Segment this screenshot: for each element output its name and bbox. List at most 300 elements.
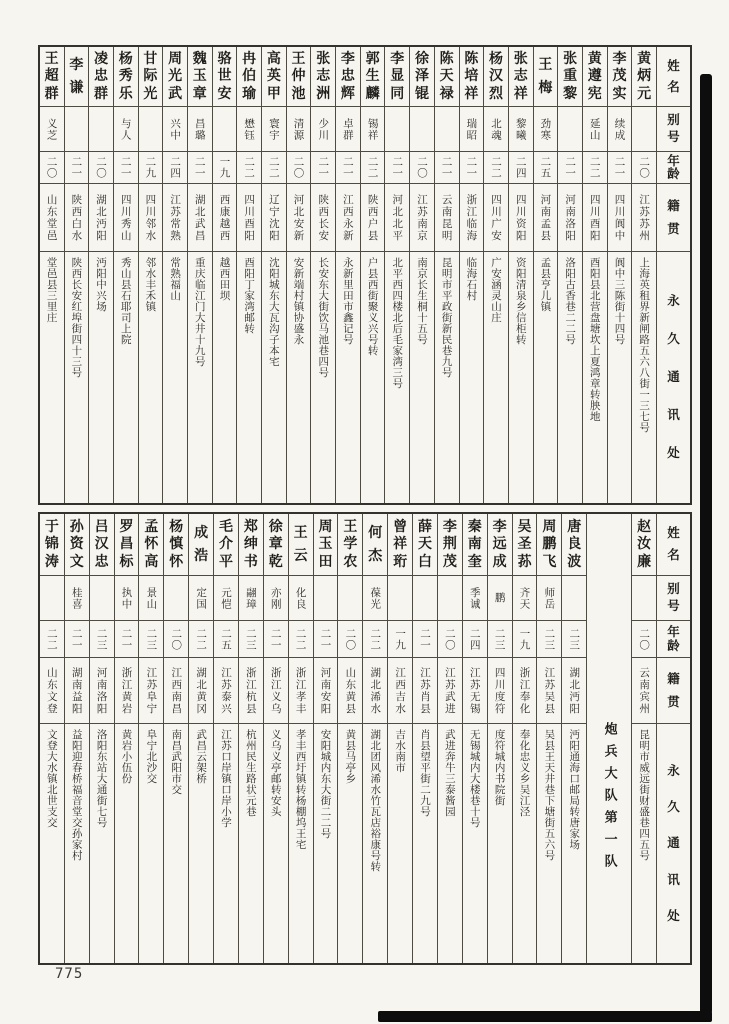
native-place-cell-text: 四川秀山 (119, 193, 132, 242)
person-name: 杨 汉 烈 (489, 51, 504, 102)
address-cell (583, 252, 607, 503)
age-cell (463, 621, 487, 658)
roster-column (114, 514, 139, 963)
age-cell-text: 二二 (45, 627, 58, 651)
roster-column (163, 514, 188, 963)
header-column (656, 514, 690, 963)
alias-cell (164, 576, 188, 621)
alias-cell (188, 107, 212, 152)
scan-gutter-artifact-bottom (378, 1011, 712, 1022)
address-cell (264, 724, 288, 963)
page-number: 775 (55, 966, 84, 982)
roster-column (238, 514, 263, 963)
age-cell-text: 二三 (145, 627, 158, 651)
address-cell-text: 孝丰西圩镇转杨棚坞王宅 (294, 729, 307, 850)
address-cell-text: 沔阳中兴场 (95, 257, 108, 312)
alias-cell-text: 与人 (119, 117, 132, 141)
age-cell-text: 二一 (70, 156, 83, 179)
native-place-cell-text: 江苏阜宁 (145, 666, 158, 715)
roster-column (88, 47, 113, 503)
address-cell (513, 724, 537, 963)
roster-column (561, 514, 586, 963)
native-place-cell-text: 湖北黄冈 (195, 666, 208, 715)
address-cell (460, 252, 484, 503)
person-name: 周 鹏 飞 (542, 518, 557, 570)
name-cell (40, 514, 64, 576)
name-cell (413, 514, 437, 576)
age-cell (114, 152, 138, 184)
address-cell (214, 724, 238, 963)
age-cell (90, 621, 114, 658)
roster-column (236, 47, 261, 503)
roster-column (462, 514, 487, 963)
person-name: 何 杰 (368, 524, 383, 565)
address-cell (314, 724, 338, 963)
roster-column (113, 47, 138, 503)
alias-cell-text: 义芝 (45, 117, 58, 141)
header-age-text: 年 龄 (667, 623, 680, 653)
person-name: 王 学 农 (343, 518, 358, 570)
name-cell (632, 514, 656, 576)
address-cell-text: 户县西街聚义兴号转 (366, 257, 379, 356)
alias-cell (410, 107, 434, 152)
address-cell-text: 义乌义亭邮转安头 (269, 729, 282, 817)
age-cell-text: 二一 (341, 156, 354, 179)
address-cell-text: 堂邑县三里庄 (45, 257, 58, 323)
address-cell (413, 724, 437, 963)
native-place-cell-text: 陕西白水 (70, 193, 83, 242)
age-cell-text: 二〇 (443, 627, 456, 651)
person-name: 于 锦 涛 (44, 518, 59, 570)
header-address-text: 永 久 通 讯 处 (667, 293, 680, 461)
alias-cell (488, 576, 512, 621)
alias-cell (388, 576, 412, 621)
alias-cell (262, 107, 286, 152)
age-cell-text: 二一 (613, 156, 626, 179)
native-place-cell (537, 658, 561, 724)
age-cell-text: 二五 (539, 156, 552, 179)
person-name: 徐 泽 锟 (414, 51, 429, 102)
person-name: 毛 介 平 (218, 518, 233, 570)
roster-column (434, 47, 459, 503)
native-place-cell (338, 658, 362, 724)
roster-column (313, 514, 338, 963)
age-cell (115, 621, 139, 658)
age-cell (239, 621, 263, 658)
age-cell (537, 621, 561, 658)
name-cell (460, 47, 484, 107)
address-cell-text: 吴县王天井巷下塘街五六号 (543, 729, 556, 861)
name-cell (189, 514, 213, 576)
person-name: 周 光 武 (168, 51, 183, 102)
name-cell (289, 514, 313, 576)
roster-column (288, 514, 313, 963)
address-cell (139, 724, 163, 963)
native-place-cell (410, 184, 434, 252)
native-place-cell-text: 江西吉水 (394, 666, 407, 715)
native-place-cell-text: 浙江孝丰 (294, 666, 307, 715)
native-place-cell-text: 江苏武进 (443, 666, 456, 715)
name-cell (388, 514, 412, 576)
alias-cell (214, 576, 238, 621)
person-name: 魏 玉 章 (192, 51, 207, 102)
name-cell (583, 47, 607, 107)
header-address-text: 永 久 通 讯 处 (667, 762, 680, 923)
alias-cell (413, 576, 437, 621)
age-cell-text: 二五 (219, 627, 232, 651)
native-place-cell (65, 184, 89, 252)
age-cell-text: 二三 (568, 627, 581, 651)
age-cell-text: 二二 (267, 156, 280, 179)
roster-column (162, 47, 187, 503)
native-place-cell-text: 山东堂邑 (45, 193, 58, 242)
roster-column (360, 47, 385, 503)
native-place-cell-text: 江苏肖县 (418, 666, 431, 715)
alias-cell (562, 576, 586, 621)
header-age (657, 621, 690, 658)
person-name: 骆 世 安 (217, 51, 232, 102)
age-cell (361, 152, 385, 184)
person-name: 张 志 祥 (513, 51, 528, 102)
age-cell (534, 152, 558, 184)
address-cell (484, 252, 508, 503)
alias-cell-text: 黎曦 (514, 117, 527, 141)
name-cell (336, 47, 360, 107)
header-alias-text: 别 号 (667, 112, 680, 145)
native-place-cell (213, 184, 237, 252)
native-place-cell-text: 山东黄县 (344, 666, 357, 715)
native-place-cell-text: 江苏吴县 (543, 666, 556, 715)
header-alias (657, 107, 690, 152)
address-cell-text: 湖北团风浠水竹瓦店裕康号转 (369, 729, 382, 872)
age-cell (40, 152, 64, 184)
header-address (657, 724, 690, 963)
age-cell-text: 二九 (144, 156, 157, 179)
roster-column (582, 47, 607, 503)
native-place-cell (214, 658, 238, 724)
roster-column (536, 514, 561, 963)
header-native (657, 184, 690, 252)
address-cell (463, 724, 487, 963)
native-place-cell (385, 184, 409, 252)
age-cell-text: 一九 (518, 627, 531, 651)
person-name: 高 英 甲 (266, 51, 281, 102)
address-cell-text: 南昌武阳市交 (170, 729, 183, 795)
address-cell-text: 北平西四楼北后毛家湾三号 (391, 257, 404, 389)
alias-cell (385, 107, 409, 152)
address-cell (114, 252, 138, 503)
native-place-cell-text: 四川酉阳 (243, 193, 256, 242)
native-place-cell-text: 四川阆中 (613, 193, 626, 242)
native-place-cell (534, 184, 558, 252)
address-cell (139, 252, 163, 503)
roster-column (607, 47, 632, 503)
age-cell-text: 二二 (243, 156, 256, 179)
native-place-cell (388, 658, 412, 724)
alias-cell (513, 576, 537, 621)
roster-table-bottom (38, 512, 692, 965)
native-place-cell (40, 658, 64, 724)
alias-cell-text: 瑞昭 (465, 117, 478, 141)
alias-cell-text: 寰宇 (267, 117, 280, 141)
address-cell-text: 沔阳通海口邮局转唐家场 (568, 729, 581, 850)
age-cell-text: 二一 (193, 156, 206, 179)
roster-column (261, 47, 286, 503)
age-cell-text: 二一 (564, 156, 577, 179)
native-place-cell (632, 184, 656, 252)
name-cell (40, 47, 64, 107)
alias-cell (213, 107, 237, 152)
address-cell (40, 724, 64, 963)
person-name: 成 浩 (194, 524, 209, 565)
alias-cell (438, 576, 462, 621)
native-place-cell (363, 658, 387, 724)
header-native (657, 658, 690, 724)
age-cell (338, 621, 362, 658)
name-cell (237, 47, 261, 107)
native-place-cell-text: 西康越西 (218, 193, 231, 242)
native-place-cell (438, 658, 462, 724)
address-cell (336, 252, 360, 503)
address-cell-text: 武昌云架桥 (195, 729, 208, 784)
alias-cell (189, 576, 213, 621)
native-place-cell (65, 658, 89, 724)
person-name: 冉 伯 瑜 (242, 51, 257, 102)
address-cell (164, 724, 188, 963)
address-cell (534, 252, 558, 503)
name-cell (264, 514, 288, 576)
header-age (657, 152, 690, 184)
alias-cell-text: 执中 (120, 586, 133, 610)
native-place-cell-text: 江苏常熟 (169, 193, 182, 242)
address-cell (287, 252, 311, 503)
roster-column (487, 514, 512, 963)
native-place-cell-text: 四川度符 (493, 666, 506, 715)
person-name: 吴 圣 荪 (517, 518, 532, 570)
age-cell-text: 二一 (120, 627, 133, 651)
age-cell-text: 二二 (588, 156, 601, 179)
name-cell (463, 514, 487, 576)
alias-cell (264, 576, 288, 621)
age-cell (264, 621, 288, 658)
native-place-cell (262, 184, 286, 252)
alias-cell-text: 续成 (613, 117, 626, 141)
roster-column (310, 47, 335, 503)
name-cell (65, 47, 89, 107)
roster-column (533, 47, 558, 503)
age-cell (460, 152, 484, 184)
alias-cell (139, 576, 163, 621)
address-cell (65, 252, 89, 503)
name-cell (361, 47, 385, 107)
native-place-cell-text: 云南宾州 (638, 666, 651, 715)
alias-cell-text: 少川 (317, 117, 330, 141)
age-cell (363, 621, 387, 658)
roster-column (138, 47, 163, 503)
address-cell-text: 阜宁北沙交 (145, 729, 158, 784)
age-cell-text: 二〇 (415, 156, 428, 179)
native-place-cell (40, 184, 64, 252)
address-cell-text: 酉阳丁家湾邮转 (243, 257, 256, 334)
alias-cell (311, 107, 335, 152)
address-cell (40, 252, 64, 503)
name-cell (410, 47, 434, 107)
name-cell (632, 47, 656, 107)
native-place-cell-text: 河南洛阳 (564, 193, 577, 242)
address-cell (558, 252, 582, 503)
native-place-cell-text: 河北安新 (292, 193, 305, 242)
age-cell (388, 621, 412, 658)
person-name: 罗 昌 标 (119, 518, 134, 570)
roster-table-top (38, 45, 692, 505)
person-name: 曾 祥 珩 (393, 518, 408, 570)
person-name: 赵 汝 廉 (637, 518, 652, 570)
age-cell (89, 152, 113, 184)
name-cell (163, 47, 187, 107)
roster-column (188, 514, 213, 963)
native-place-cell-text: 湖北沔阳 (95, 193, 108, 242)
age-cell (583, 152, 607, 184)
header-name (657, 514, 690, 576)
alias-cell-text: 定国 (195, 586, 208, 610)
address-cell-text: 文登大水镇北世支交 (45, 729, 58, 828)
name-cell (239, 514, 263, 576)
alias-cell (139, 107, 163, 152)
name-cell (262, 47, 286, 107)
address-cell (562, 724, 586, 963)
native-place-cell-text: 江苏无锡 (468, 666, 481, 715)
native-place-cell (287, 184, 311, 252)
native-place-cell (90, 658, 114, 724)
roster-column (557, 47, 582, 503)
alias-cell (90, 576, 114, 621)
age-cell (608, 152, 632, 184)
roster-column (459, 47, 484, 503)
alias-cell (65, 576, 89, 621)
age-cell (214, 621, 238, 658)
native-place-cell-text: 四川酉阳 (588, 193, 601, 242)
address-cell-text: 临海石村 (465, 257, 478, 301)
alias-cell (583, 107, 607, 152)
alias-cell (484, 107, 508, 152)
address-cell-text: 上海英租界新闸路五六八街一三七号 (638, 257, 651, 433)
alias-cell (509, 107, 533, 152)
address-cell-text: 江苏口岸镇口岸小学 (219, 729, 232, 828)
age-cell (163, 152, 187, 184)
alias-cell (40, 576, 64, 621)
address-cell (189, 724, 213, 963)
native-place-cell-text: 四川邻水 (144, 193, 157, 242)
section-divider-column (586, 514, 631, 963)
person-name: 徐 章 乾 (268, 518, 283, 570)
header-column (656, 47, 690, 503)
age-cell-text: 二一 (440, 156, 453, 179)
address-cell-text: 广安涵灵山庄 (490, 257, 503, 323)
address-cell-text: 越西田坝 (218, 257, 231, 301)
address-cell-text: 益阳迎春桥福音堂交孙家村 (70, 729, 83, 861)
age-cell (188, 152, 212, 184)
address-cell-text: 杭州民生路状元巷 (244, 729, 257, 817)
roster-column (409, 47, 434, 503)
scan-gutter-artifact-right (700, 74, 712, 1014)
alias-cell (114, 107, 138, 152)
age-cell-text: 二〇 (95, 156, 108, 179)
alias-cell (314, 576, 338, 621)
alias-cell-text: 清源 (292, 117, 305, 141)
alias-cell-text: 葆光 (369, 586, 382, 610)
native-place-cell (164, 658, 188, 724)
address-cell (239, 724, 263, 963)
roster-column (213, 514, 238, 963)
address-cell (537, 724, 561, 963)
native-place-cell-text: 江苏南京 (415, 193, 428, 242)
address-cell (388, 724, 412, 963)
address-cell-text: 南京长生桐十五号 (415, 257, 428, 345)
native-place-cell (509, 184, 533, 252)
alias-cell-text: 齐天 (518, 586, 531, 610)
address-cell-text: 肖县望平街二九号 (418, 729, 431, 817)
alias-cell (435, 107, 459, 152)
section-title-cell (587, 514, 631, 963)
alias-cell (338, 576, 362, 621)
age-cell (65, 152, 89, 184)
address-cell-text: 陕西长安红埠街四十三号 (70, 257, 83, 378)
alias-cell (237, 107, 261, 152)
age-cell (213, 152, 237, 184)
address-cell (509, 252, 533, 503)
address-cell (338, 724, 362, 963)
header-name (657, 47, 690, 107)
native-place-cell-text: 山东文登 (45, 666, 58, 715)
alias-cell-text: 北魂 (490, 117, 503, 141)
age-cell-text: 二一 (70, 627, 83, 651)
native-place-cell-text: 河南孟县 (539, 193, 552, 242)
alias-cell-text: 懋钰 (243, 117, 256, 141)
age-cell-text: 二〇 (170, 627, 183, 651)
person-name: 唐 良 波 (567, 518, 582, 570)
person-name: 李 忠 辉 (340, 51, 355, 102)
age-cell (311, 152, 335, 184)
alias-cell-text: 景山 (145, 586, 158, 610)
native-place-cell-text: 浙江黄岩 (120, 666, 133, 715)
person-name: 杨 慎 怀 (169, 518, 184, 570)
address-cell-text: 邻水丰禾镇 (144, 257, 157, 312)
person-name: 薛 天 白 (417, 518, 432, 570)
alias-cell-text: 劲寒 (539, 117, 552, 141)
roster-column (187, 47, 212, 503)
address-cell-text: 昆明市威远街财盛巷四五号 (638, 729, 651, 861)
roster-column (138, 514, 163, 963)
age-cell (562, 621, 586, 658)
native-place-cell-text: 湖北浠水 (369, 666, 382, 715)
native-place-cell-text: 四川资阳 (514, 193, 527, 242)
address-cell (410, 252, 434, 503)
age-cell (488, 621, 512, 658)
address-cell-text: 孟县亨儿镇 (539, 257, 552, 312)
name-cell (484, 47, 508, 107)
name-cell (311, 47, 335, 107)
native-place-cell-text: 江苏泰兴 (219, 666, 232, 715)
person-name: 秦 南 奎 (467, 518, 482, 570)
native-place-cell-text: 河北北平 (391, 193, 404, 242)
alias-cell (534, 107, 558, 152)
native-place-cell-text: 江西永新 (341, 193, 354, 242)
age-cell-text: 二三 (95, 627, 108, 651)
person-name: 孟 怀 高 (144, 518, 159, 570)
address-cell (89, 252, 113, 503)
native-place-cell (336, 184, 360, 252)
age-cell-text: 二〇 (638, 627, 651, 651)
